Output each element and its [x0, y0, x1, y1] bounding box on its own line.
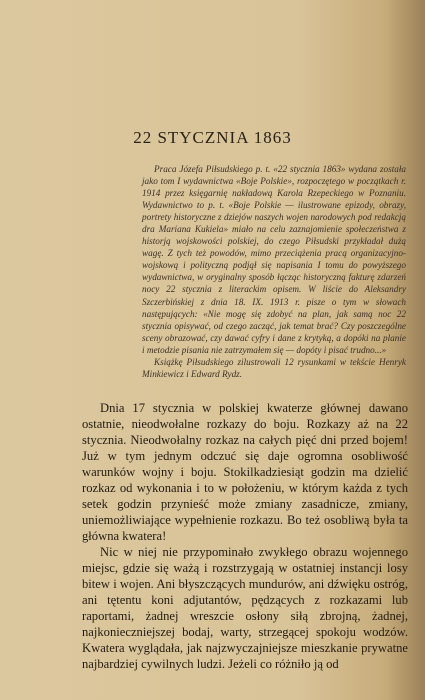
- chapter-title: 22 STYCZNIA 1863: [133, 128, 292, 147]
- note-paragraph: Książkę Piłsudskiego zilustrowali 12 rysunkami w tekście Henryk Minkiewicz i Edward Rydz.: [142, 356, 406, 379]
- body-paragraph: Nic w niej nie przypominało zwykłego obrazu wojennego miejsc, gdzie się ważą i rozstrzygają w ostatniej instancji losy bitew i wojen. Ani błyszczących mundurów, ani dźwięku ostróg, ani tętentu koni adjutantów, pędzących z rozkazami lub raportami, żadnej wreszcie osłony siłą zbrojną, żadnej, najkonieczniejszej bodaj, warty, strzegącej spokoju wodzów. Kwatera wyglądała, jak najzwyczajniejsze mieszkanie prywatne najbardziej cywilnych ludzi. Jeżeli co różniło ją od: [82, 545, 408, 671]
- body-paragraph: Dnia 17 stycznia w polskiej kwaterze głównej dawano ostatnie, nieodwołalne rozkazy do boju. Rozkazy aż na 22 stycznia. Nieodwołalny rozkaz na całych pięć dni przed bojem! Już w tym jednym odczuć się daje ogromna osobliwość warunków wojny i boju. Stokilkadziesiąt godzin ma dzielić rozkaz od wykonania i to w położeniu, w którym każda z tych setek godzin przynieść może zmiany zasadnicze, zmiany, uniemożliwiające wypełnienie rozkazu. Bo też osobliwą była ta główna kwatera!: [82, 401, 408, 543]
- editorial-note: [142, 163, 406, 380]
- note-paragraph: Praca Józefa Piłsudskiego p. t. «22 stycznia 1863» wydana została jako tom I wydawnictwa «Boje Polskie», rozpoczętego w początkach r. 1914 przez księgarnię nakładową Karola Rzepeckiego w Poznaniu. Wydawnictwo to p. t. «Boje Polskie — ilustrowane epizody, obrazy, portrety historyczne z dziejów naszych wojen narodowych pod redakcją dra Mariana Kukiela» miało na celu zaznajomienie społeczeństwa z historją wojskowości polskiej, do czego Piłsudski przykładał dużą wagę. Z tych też powodów, mimo przeciążenia pracą organizacyjno-wojskową i polityczną podjął się napisania I tomu do powyższego wydawnictwa, w oryginalny sposób łącząc historyczną fakturę zdarzeń nocy 22 stycznia z literackim opisem. W liście do Aleksandry Szczerbińskiej z dnia 18. IX. 1913 r. pisze o tym w słowach następujących: «Nie mogę się zdobyć na plan, jak samą noc 22 stycznia opisywać, od czego zacząć, jak temat brać? Czy poszczególne sceny obrazować, czy dawać cyfry i dane z krytyką, a dopóki na planie i metodzie pisania nie zatrzymałem się — dopóty i pisać trudno...»: [142, 164, 406, 355]
- chapter-body: [82, 400, 408, 672]
